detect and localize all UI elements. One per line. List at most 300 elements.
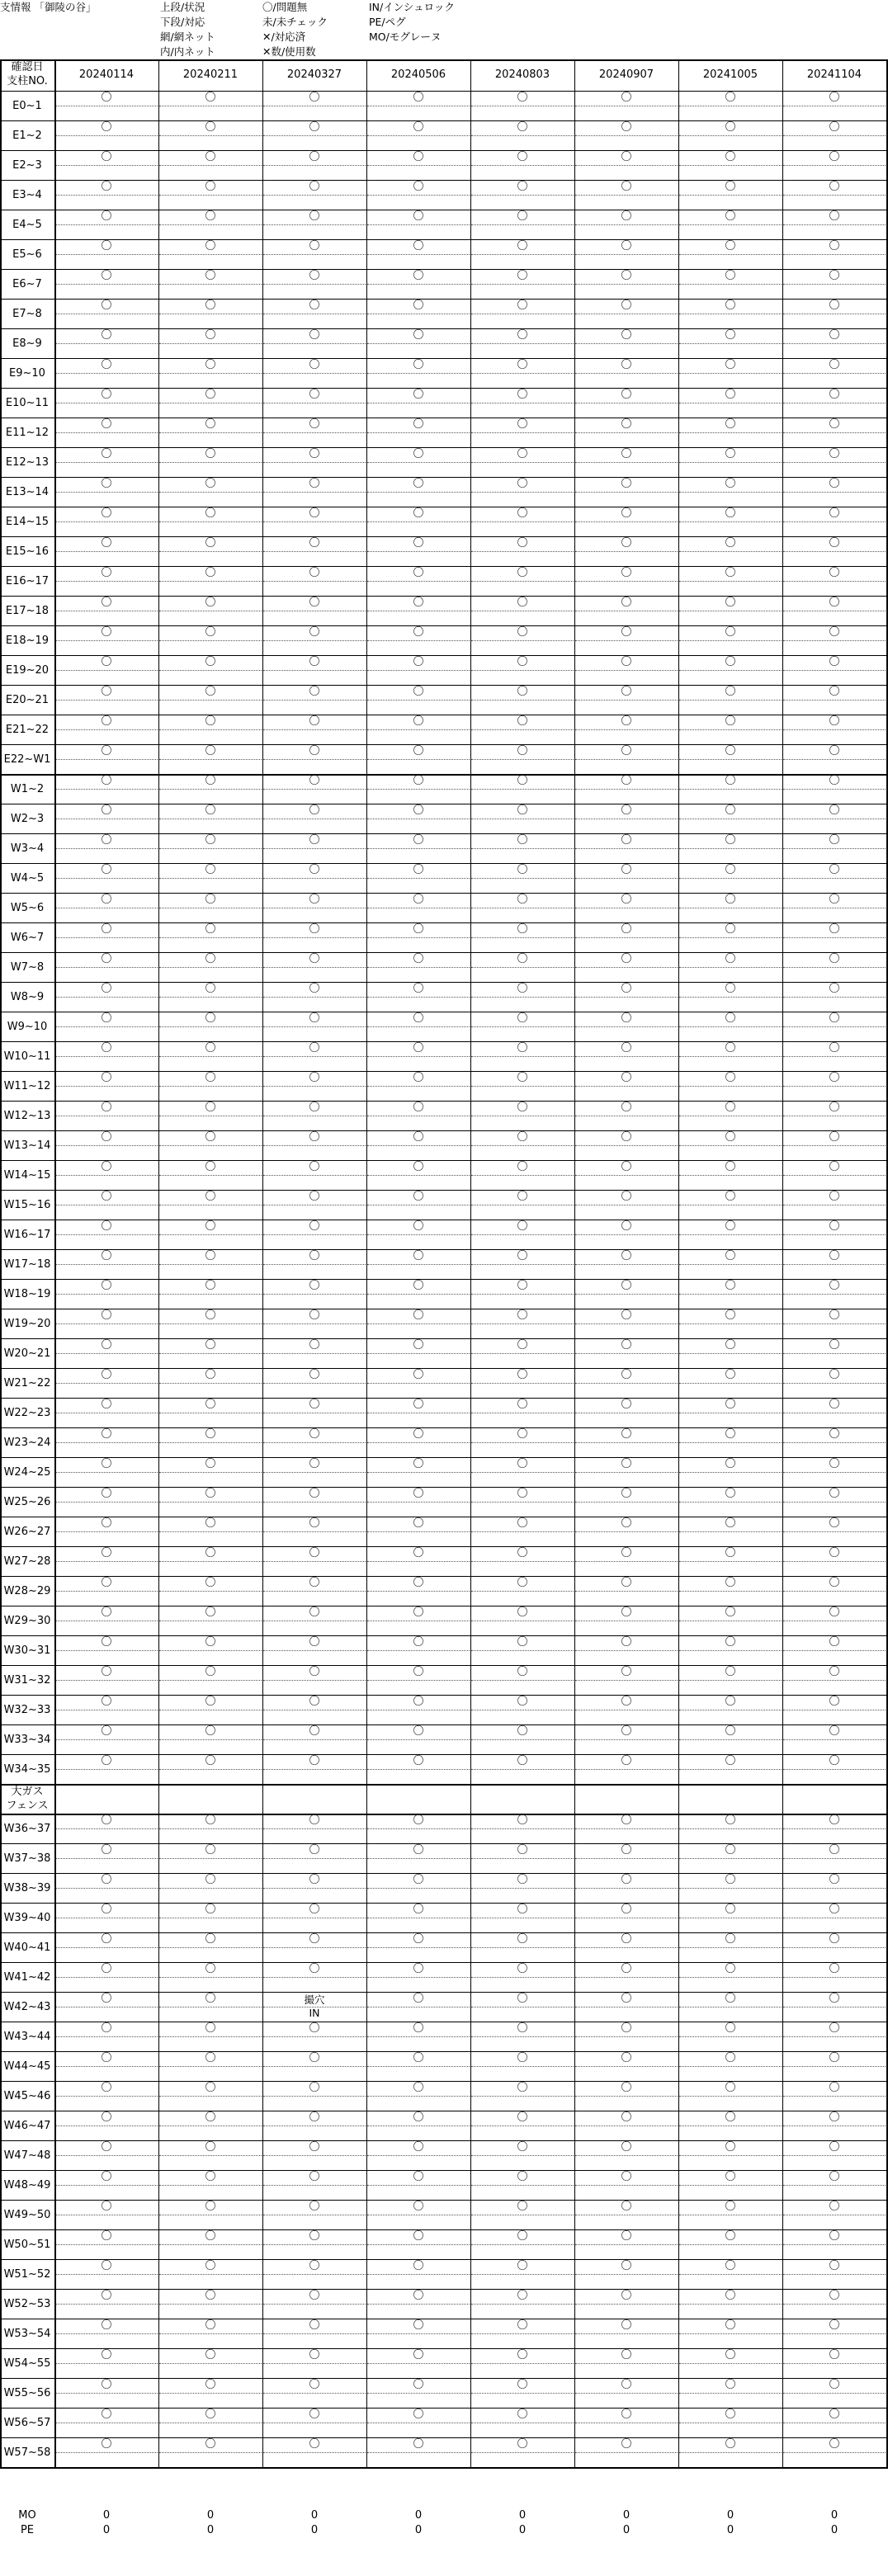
post-label: W1~2 bbox=[10, 783, 45, 795]
dotted-separator bbox=[263, 1828, 366, 1829]
ok-mark: 〇 bbox=[725, 1933, 736, 1946]
dotted-separator bbox=[471, 2244, 574, 2245]
ok-mark: 〇 bbox=[101, 181, 112, 193]
dotted-separator bbox=[55, 1828, 158, 1829]
ok-mark: 〇 bbox=[517, 1755, 528, 1767]
ok-mark: 〇 bbox=[517, 151, 528, 163]
ok-mark: 〇 bbox=[621, 2230, 632, 2243]
ok-mark: 〇 bbox=[205, 2409, 216, 2421]
dotted-separator bbox=[471, 967, 574, 968]
ok-mark: 〇 bbox=[621, 626, 632, 639]
ok-mark: 〇 bbox=[101, 656, 112, 668]
dotted-separator bbox=[159, 551, 262, 552]
post-label: E13~14 bbox=[5, 486, 50, 498]
dotted-separator bbox=[471, 1383, 574, 1384]
dotted-separator bbox=[679, 1858, 782, 1859]
ok-mark: 〇 bbox=[621, 1755, 632, 1767]
ok-mark: 〇 bbox=[829, 1636, 840, 1649]
legend-item: 上段/状況 bbox=[160, 1, 205, 13]
dotted-separator bbox=[783, 1828, 886, 1829]
ok-mark: 〇 bbox=[309, 745, 320, 757]
dotted-separator bbox=[783, 1145, 886, 1146]
dotted-separator bbox=[55, 492, 158, 493]
total-value: 0 bbox=[726, 2509, 734, 2522]
ok-mark: 〇 bbox=[101, 537, 112, 550]
ok-mark: 〇 bbox=[101, 2290, 112, 2302]
ok-mark: 〇 bbox=[413, 418, 424, 431]
dotted-separator bbox=[679, 1442, 782, 1443]
ok-mark: 〇 bbox=[205, 567, 216, 579]
dotted-separator bbox=[783, 789, 886, 790]
ok-mark: 〇 bbox=[517, 834, 528, 847]
ok-mark: 〇 bbox=[725, 567, 736, 579]
ok-mark: 〇 bbox=[517, 1042, 528, 1054]
ok-mark: 〇 bbox=[829, 448, 840, 460]
dotted-separator bbox=[367, 1769, 470, 1770]
dotted-separator bbox=[159, 967, 262, 968]
ok-mark: 〇 bbox=[309, 2230, 320, 2243]
total-label: PE bbox=[20, 2524, 35, 2536]
dotted-separator bbox=[263, 1234, 366, 1235]
dotted-separator bbox=[471, 1977, 574, 1978]
dotted-separator bbox=[55, 1026, 158, 1027]
dotted-separator bbox=[159, 343, 262, 344]
ok-mark: 〇 bbox=[101, 1161, 112, 1173]
ok-mark: 〇 bbox=[829, 151, 840, 163]
ok-mark: 〇 bbox=[205, 1102, 216, 1114]
ok-mark: 〇 bbox=[413, 2290, 424, 2302]
dotted-separator bbox=[471, 373, 574, 374]
ok-mark: 〇 bbox=[101, 1102, 112, 1114]
ok-mark: 〇 bbox=[205, 121, 216, 134]
ok-mark: 〇 bbox=[725, 2230, 736, 2243]
dotted-separator bbox=[55, 224, 158, 225]
ok-mark: 〇 bbox=[725, 2438, 736, 2451]
dotted-separator bbox=[679, 2066, 782, 2067]
dotted-separator bbox=[263, 373, 366, 374]
post-label: E20~21 bbox=[5, 694, 50, 706]
post-label: W16~17 bbox=[3, 1229, 51, 1241]
ok-mark: 〇 bbox=[205, 983, 216, 995]
dotted-separator bbox=[679, 640, 782, 641]
ok-mark: 〇 bbox=[725, 1042, 736, 1054]
date-header: 20240327 bbox=[286, 68, 342, 81]
ok-mark: 〇 bbox=[725, 1547, 736, 1559]
dotted-separator bbox=[679, 2304, 782, 2305]
dotted-separator bbox=[575, 2185, 678, 2186]
dotted-separator bbox=[471, 997, 574, 998]
dotted-separator bbox=[55, 195, 158, 196]
post-label: W57~58 bbox=[3, 2446, 51, 2459]
dotted-separator bbox=[55, 1383, 158, 1384]
ok-mark: 〇 bbox=[413, 686, 424, 698]
ok-mark: 〇 bbox=[205, 597, 216, 609]
dotted-separator bbox=[55, 1294, 158, 1295]
dotted-separator bbox=[679, 1323, 782, 1324]
ok-mark: 〇 bbox=[205, 1309, 216, 1322]
dotted-separator bbox=[679, 165, 782, 166]
ok-mark: 〇 bbox=[309, 1547, 320, 1559]
ok-mark: 〇 bbox=[829, 745, 840, 757]
dotted-separator bbox=[575, 2274, 678, 2275]
ok-mark: 〇 bbox=[517, 894, 528, 906]
legend-item: MO/モグレーヌ bbox=[369, 31, 442, 43]
dotted-separator bbox=[471, 848, 574, 849]
dotted-separator bbox=[263, 1769, 366, 1770]
ok-mark: 〇 bbox=[517, 656, 528, 668]
dotted-separator bbox=[575, 1502, 678, 1503]
ok-mark: 〇 bbox=[517, 923, 528, 936]
dotted-separator bbox=[679, 789, 782, 790]
dotted-separator bbox=[575, 1828, 678, 1829]
dotted-separator bbox=[679, 1977, 782, 1978]
dotted-separator bbox=[263, 1561, 366, 1562]
ok-mark: 〇 bbox=[621, 389, 632, 401]
ok-mark: 〇 bbox=[413, 1280, 424, 1292]
ok-mark: 〇 bbox=[205, 1458, 216, 1470]
dotted-separator bbox=[679, 2036, 782, 2037]
dotted-separator bbox=[55, 1680, 158, 1681]
dotted-separator bbox=[367, 195, 470, 196]
dotted-separator bbox=[367, 1086, 470, 1087]
ok-mark: 〇 bbox=[517, 2201, 528, 2213]
ok-mark: 〇 bbox=[413, 2260, 424, 2272]
dotted-separator bbox=[471, 165, 574, 166]
dotted-separator bbox=[783, 195, 886, 196]
ok-mark: 〇 bbox=[413, 1993, 424, 2005]
date-header: 20240114 bbox=[78, 68, 135, 81]
ok-mark: 〇 bbox=[517, 92, 528, 104]
dotted-separator bbox=[263, 1383, 366, 1384]
post-label: W21~22 bbox=[3, 1377, 51, 1389]
dotted-separator bbox=[263, 1947, 366, 1948]
ok-mark: 〇 bbox=[309, 2082, 320, 2094]
dotted-separator bbox=[471, 492, 574, 493]
ok-mark: 〇 bbox=[517, 2230, 528, 2243]
dotted-separator bbox=[575, 2304, 678, 2305]
dotted-separator bbox=[55, 432, 158, 433]
ok-mark: 〇 bbox=[101, 1874, 112, 1886]
dotted-separator bbox=[783, 2393, 886, 2394]
dotted-separator bbox=[55, 254, 158, 255]
ok-mark: 〇 bbox=[725, 1458, 736, 1470]
ok-mark: 〇 bbox=[829, 1696, 840, 1708]
ok-mark: 〇 bbox=[101, 567, 112, 579]
dotted-separator bbox=[783, 1680, 886, 1681]
total-value: 0 bbox=[414, 2524, 423, 2536]
dotted-separator bbox=[575, 1769, 678, 1770]
ok-mark: 〇 bbox=[205, 1577, 216, 1589]
ok-mark: 〇 bbox=[309, 894, 320, 906]
dotted-separator bbox=[575, 1591, 678, 1592]
ok-mark: 〇 bbox=[205, 715, 216, 728]
post-label: W3~4 bbox=[10, 842, 45, 855]
ok-mark: 〇 bbox=[309, 1428, 320, 1441]
ok-mark: 〇 bbox=[517, 1250, 528, 1262]
ok-mark: 〇 bbox=[309, 2409, 320, 2421]
legend-item: ✕数/使用数 bbox=[262, 45, 316, 58]
ok-mark: 〇 bbox=[101, 300, 112, 312]
dotted-separator bbox=[55, 1353, 158, 1354]
ok-mark: 〇 bbox=[829, 1102, 840, 1114]
ok-mark: 〇 bbox=[725, 983, 736, 995]
grid-line bbox=[54, 59, 56, 2469]
dotted-separator bbox=[679, 551, 782, 552]
ok-mark: 〇 bbox=[309, 181, 320, 193]
ok-mark: 〇 bbox=[517, 983, 528, 995]
dotted-separator bbox=[159, 2155, 262, 2156]
ok-mark: 〇 bbox=[101, 1072, 112, 1084]
post-label: W7~8 bbox=[10, 961, 45, 974]
dotted-separator bbox=[263, 2096, 366, 2097]
ok-mark: 〇 bbox=[309, 2438, 320, 2451]
dotted-separator bbox=[575, 195, 678, 196]
dotted-separator bbox=[263, 284, 366, 285]
post-label: E1~2 bbox=[12, 130, 42, 142]
ok-mark: 〇 bbox=[517, 804, 528, 817]
ok-mark: 〇 bbox=[309, 270, 320, 282]
ok-mark: 〇 bbox=[205, 1666, 216, 1678]
ok-mark: 〇 bbox=[309, 1369, 320, 1381]
ok-mark: 〇 bbox=[205, 626, 216, 639]
ok-mark: 〇 bbox=[517, 1844, 528, 1857]
dotted-separator bbox=[471, 2185, 574, 2186]
ok-mark: 〇 bbox=[725, 923, 736, 936]
post-label: E11~12 bbox=[5, 427, 50, 439]
ok-mark: 〇 bbox=[517, 2260, 528, 2272]
ok-mark: 〇 bbox=[413, 1904, 424, 1916]
dotted-separator bbox=[783, 1086, 886, 1087]
dotted-separator bbox=[55, 2066, 158, 2067]
dotted-separator bbox=[55, 2244, 158, 2245]
dotted-separator bbox=[367, 1323, 470, 1324]
ok-mark: 〇 bbox=[725, 626, 736, 639]
ok-mark: 〇 bbox=[829, 1874, 840, 1886]
post-label: E2~3 bbox=[12, 159, 42, 172]
ok-mark: 〇 bbox=[725, 478, 736, 490]
ok-mark: 〇 bbox=[621, 2319, 632, 2332]
dotted-separator bbox=[679, 1026, 782, 1027]
dotted-separator bbox=[783, 2274, 886, 2275]
dotted-separator bbox=[679, 729, 782, 730]
dotted-separator bbox=[471, 1294, 574, 1295]
ok-mark: 〇 bbox=[725, 2379, 736, 2391]
dotted-separator bbox=[367, 1828, 470, 1829]
post-label: W38~39 bbox=[3, 1882, 51, 1894]
ok-mark: 〇 bbox=[413, 1577, 424, 1589]
ok-mark: 〇 bbox=[101, 2022, 112, 2035]
dotted-separator bbox=[55, 2452, 158, 2453]
ok-mark: 〇 bbox=[517, 1517, 528, 1530]
ok-mark: 〇 bbox=[517, 1220, 528, 1233]
ok-mark: 〇 bbox=[101, 92, 112, 104]
ok-mark: 〇 bbox=[205, 1339, 216, 1352]
ok-mark: 〇 bbox=[517, 2082, 528, 2094]
ok-mark: 〇 bbox=[205, 1220, 216, 1233]
ok-mark: 〇 bbox=[829, 1844, 840, 1857]
ok-mark: 〇 bbox=[829, 240, 840, 252]
post-label: E10~11 bbox=[5, 397, 50, 409]
post-label: W27~28 bbox=[3, 1555, 51, 1568]
ok-mark: 〇 bbox=[829, 2230, 840, 2243]
dotted-separator bbox=[471, 789, 574, 790]
ok-mark: 〇 bbox=[309, 715, 320, 728]
ok-mark: 〇 bbox=[205, 2141, 216, 2154]
ok-mark: 〇 bbox=[517, 953, 528, 965]
dotted-separator bbox=[679, 254, 782, 255]
ok-mark: 〇 bbox=[725, 1814, 736, 1827]
dotted-separator bbox=[679, 1769, 782, 1770]
dotted-separator bbox=[367, 997, 470, 998]
dotted-separator bbox=[471, 1531, 574, 1532]
dotted-separator bbox=[783, 2036, 886, 2037]
ok-mark: 〇 bbox=[101, 2260, 112, 2272]
ok-mark: 〇 bbox=[309, 2022, 320, 2035]
ok-mark: 〇 bbox=[309, 2141, 320, 2154]
ok-mark: 〇 bbox=[413, 1636, 424, 1649]
ok-mark: 〇 bbox=[517, 1636, 528, 1649]
ok-mark: 〇 bbox=[829, 983, 840, 995]
ok-mark: 〇 bbox=[413, 953, 424, 965]
dotted-separator bbox=[783, 581, 886, 582]
dotted-separator bbox=[679, 2096, 782, 2097]
ok-mark: 〇 bbox=[621, 1102, 632, 1114]
ok-mark: 〇 bbox=[309, 1577, 320, 1589]
ok-mark: 〇 bbox=[517, 240, 528, 252]
dotted-separator bbox=[783, 254, 886, 255]
dotted-separator bbox=[55, 1442, 158, 1443]
ok-mark: 〇 bbox=[309, 1339, 320, 1352]
dotted-separator bbox=[159, 1086, 262, 1087]
ok-mark: 〇 bbox=[725, 1072, 736, 1084]
post-label: W20~21 bbox=[3, 1347, 51, 1360]
ok-mark: 〇 bbox=[829, 715, 840, 728]
dotted-separator bbox=[679, 1175, 782, 1176]
dotted-separator bbox=[367, 2185, 470, 2186]
ok-mark: 〇 bbox=[309, 92, 320, 104]
dotted-separator bbox=[367, 135, 470, 136]
dotted-separator bbox=[679, 1531, 782, 1532]
dotted-separator bbox=[783, 1026, 886, 1027]
ok-mark: 〇 bbox=[101, 1250, 112, 1262]
ok-mark: 〇 bbox=[205, 834, 216, 847]
ok-mark: 〇 bbox=[205, 1517, 216, 1530]
post-label: W22~23 bbox=[3, 1407, 51, 1419]
ok-mark: 〇 bbox=[517, 686, 528, 698]
dotted-separator bbox=[471, 551, 574, 552]
dotted-separator bbox=[367, 1145, 470, 1146]
dotted-separator bbox=[159, 581, 262, 582]
dotted-separator bbox=[367, 2393, 470, 2394]
ok-mark: 〇 bbox=[309, 1161, 320, 1173]
ok-mark: 〇 bbox=[101, 1042, 112, 1054]
dotted-separator bbox=[783, 2066, 886, 2067]
dotted-separator bbox=[575, 759, 678, 760]
ok-mark: 〇 bbox=[517, 1666, 528, 1678]
dotted-separator bbox=[575, 1056, 678, 1057]
ok-mark: 〇 bbox=[205, 210, 216, 223]
ok-mark: 〇 bbox=[517, 2022, 528, 2035]
ok-mark: 〇 bbox=[725, 1250, 736, 1262]
dotted-separator bbox=[367, 1294, 470, 1295]
ok-mark: 〇 bbox=[309, 2290, 320, 2302]
dotted-separator bbox=[471, 2125, 574, 2126]
ok-mark: 〇 bbox=[829, 121, 840, 134]
ok-mark: 〇 bbox=[621, 1428, 632, 1441]
ok-mark: 〇 bbox=[309, 151, 320, 163]
ok-mark: 〇 bbox=[517, 2141, 528, 2154]
ok-mark: 〇 bbox=[413, 151, 424, 163]
ok-mark: 〇 bbox=[829, 864, 840, 876]
ok-mark: 〇 bbox=[829, 1755, 840, 1767]
post-label: E12~13 bbox=[5, 456, 50, 469]
dotted-separator bbox=[159, 1561, 262, 1562]
ok-mark: 〇 bbox=[413, 1755, 424, 1767]
ok-mark: 〇 bbox=[413, 359, 424, 371]
dotted-separator bbox=[367, 254, 470, 255]
dotted-separator bbox=[159, 492, 262, 493]
ok-mark: 〇 bbox=[517, 1161, 528, 1173]
ok-mark: 〇 bbox=[205, 745, 216, 757]
ok-mark: 〇 bbox=[413, 864, 424, 876]
ok-mark: 〇 bbox=[517, 2111, 528, 2124]
dotted-separator bbox=[783, 1234, 886, 1235]
dotted-separator bbox=[471, 729, 574, 730]
ok-mark: 〇 bbox=[621, 329, 632, 342]
total-value: 0 bbox=[830, 2524, 838, 2536]
dotted-separator bbox=[55, 373, 158, 374]
ok-mark: 〇 bbox=[621, 894, 632, 906]
dotted-separator bbox=[367, 551, 470, 552]
ok-mark: 〇 bbox=[621, 1369, 632, 1381]
total-value: 0 bbox=[518, 2524, 527, 2536]
dotted-separator bbox=[159, 1353, 262, 1354]
ok-mark: 〇 bbox=[621, 1636, 632, 1649]
post-label: W45~46 bbox=[3, 2090, 51, 2102]
dotted-separator bbox=[471, 2304, 574, 2305]
ok-mark: 〇 bbox=[725, 953, 736, 965]
dotted-separator bbox=[471, 2066, 574, 2067]
post-label: W41~42 bbox=[3, 1971, 51, 1984]
ok-mark: 〇 bbox=[517, 1280, 528, 1292]
dotted-separator bbox=[783, 997, 886, 998]
dotted-separator bbox=[367, 937, 470, 938]
ok-mark: 〇 bbox=[829, 2171, 840, 2183]
ok-mark: 〇 bbox=[725, 151, 736, 163]
ok-mark: 〇 bbox=[517, 478, 528, 490]
dotted-separator bbox=[575, 1175, 678, 1176]
dotted-separator bbox=[159, 1858, 262, 1859]
dotted-separator bbox=[471, 1591, 574, 1592]
dotted-separator bbox=[159, 1264, 262, 1265]
dotted-separator bbox=[679, 343, 782, 344]
dotted-separator bbox=[575, 670, 678, 671]
dotted-separator bbox=[575, 729, 678, 730]
dotted-separator bbox=[575, 2125, 678, 2126]
dotted-separator bbox=[575, 551, 678, 552]
ok-mark: 〇 bbox=[725, 1280, 736, 1292]
dotted-separator bbox=[367, 1442, 470, 1443]
ok-mark: 〇 bbox=[517, 1339, 528, 1352]
ok-mark: 〇 bbox=[101, 775, 112, 787]
dotted-separator bbox=[55, 967, 158, 968]
dotted-separator bbox=[679, 1502, 782, 1503]
dotted-separator bbox=[263, 1442, 366, 1443]
dotted-separator bbox=[159, 195, 262, 196]
dotted-separator bbox=[263, 1294, 366, 1295]
dotted-separator bbox=[55, 1947, 158, 1948]
dotted-separator bbox=[367, 492, 470, 493]
